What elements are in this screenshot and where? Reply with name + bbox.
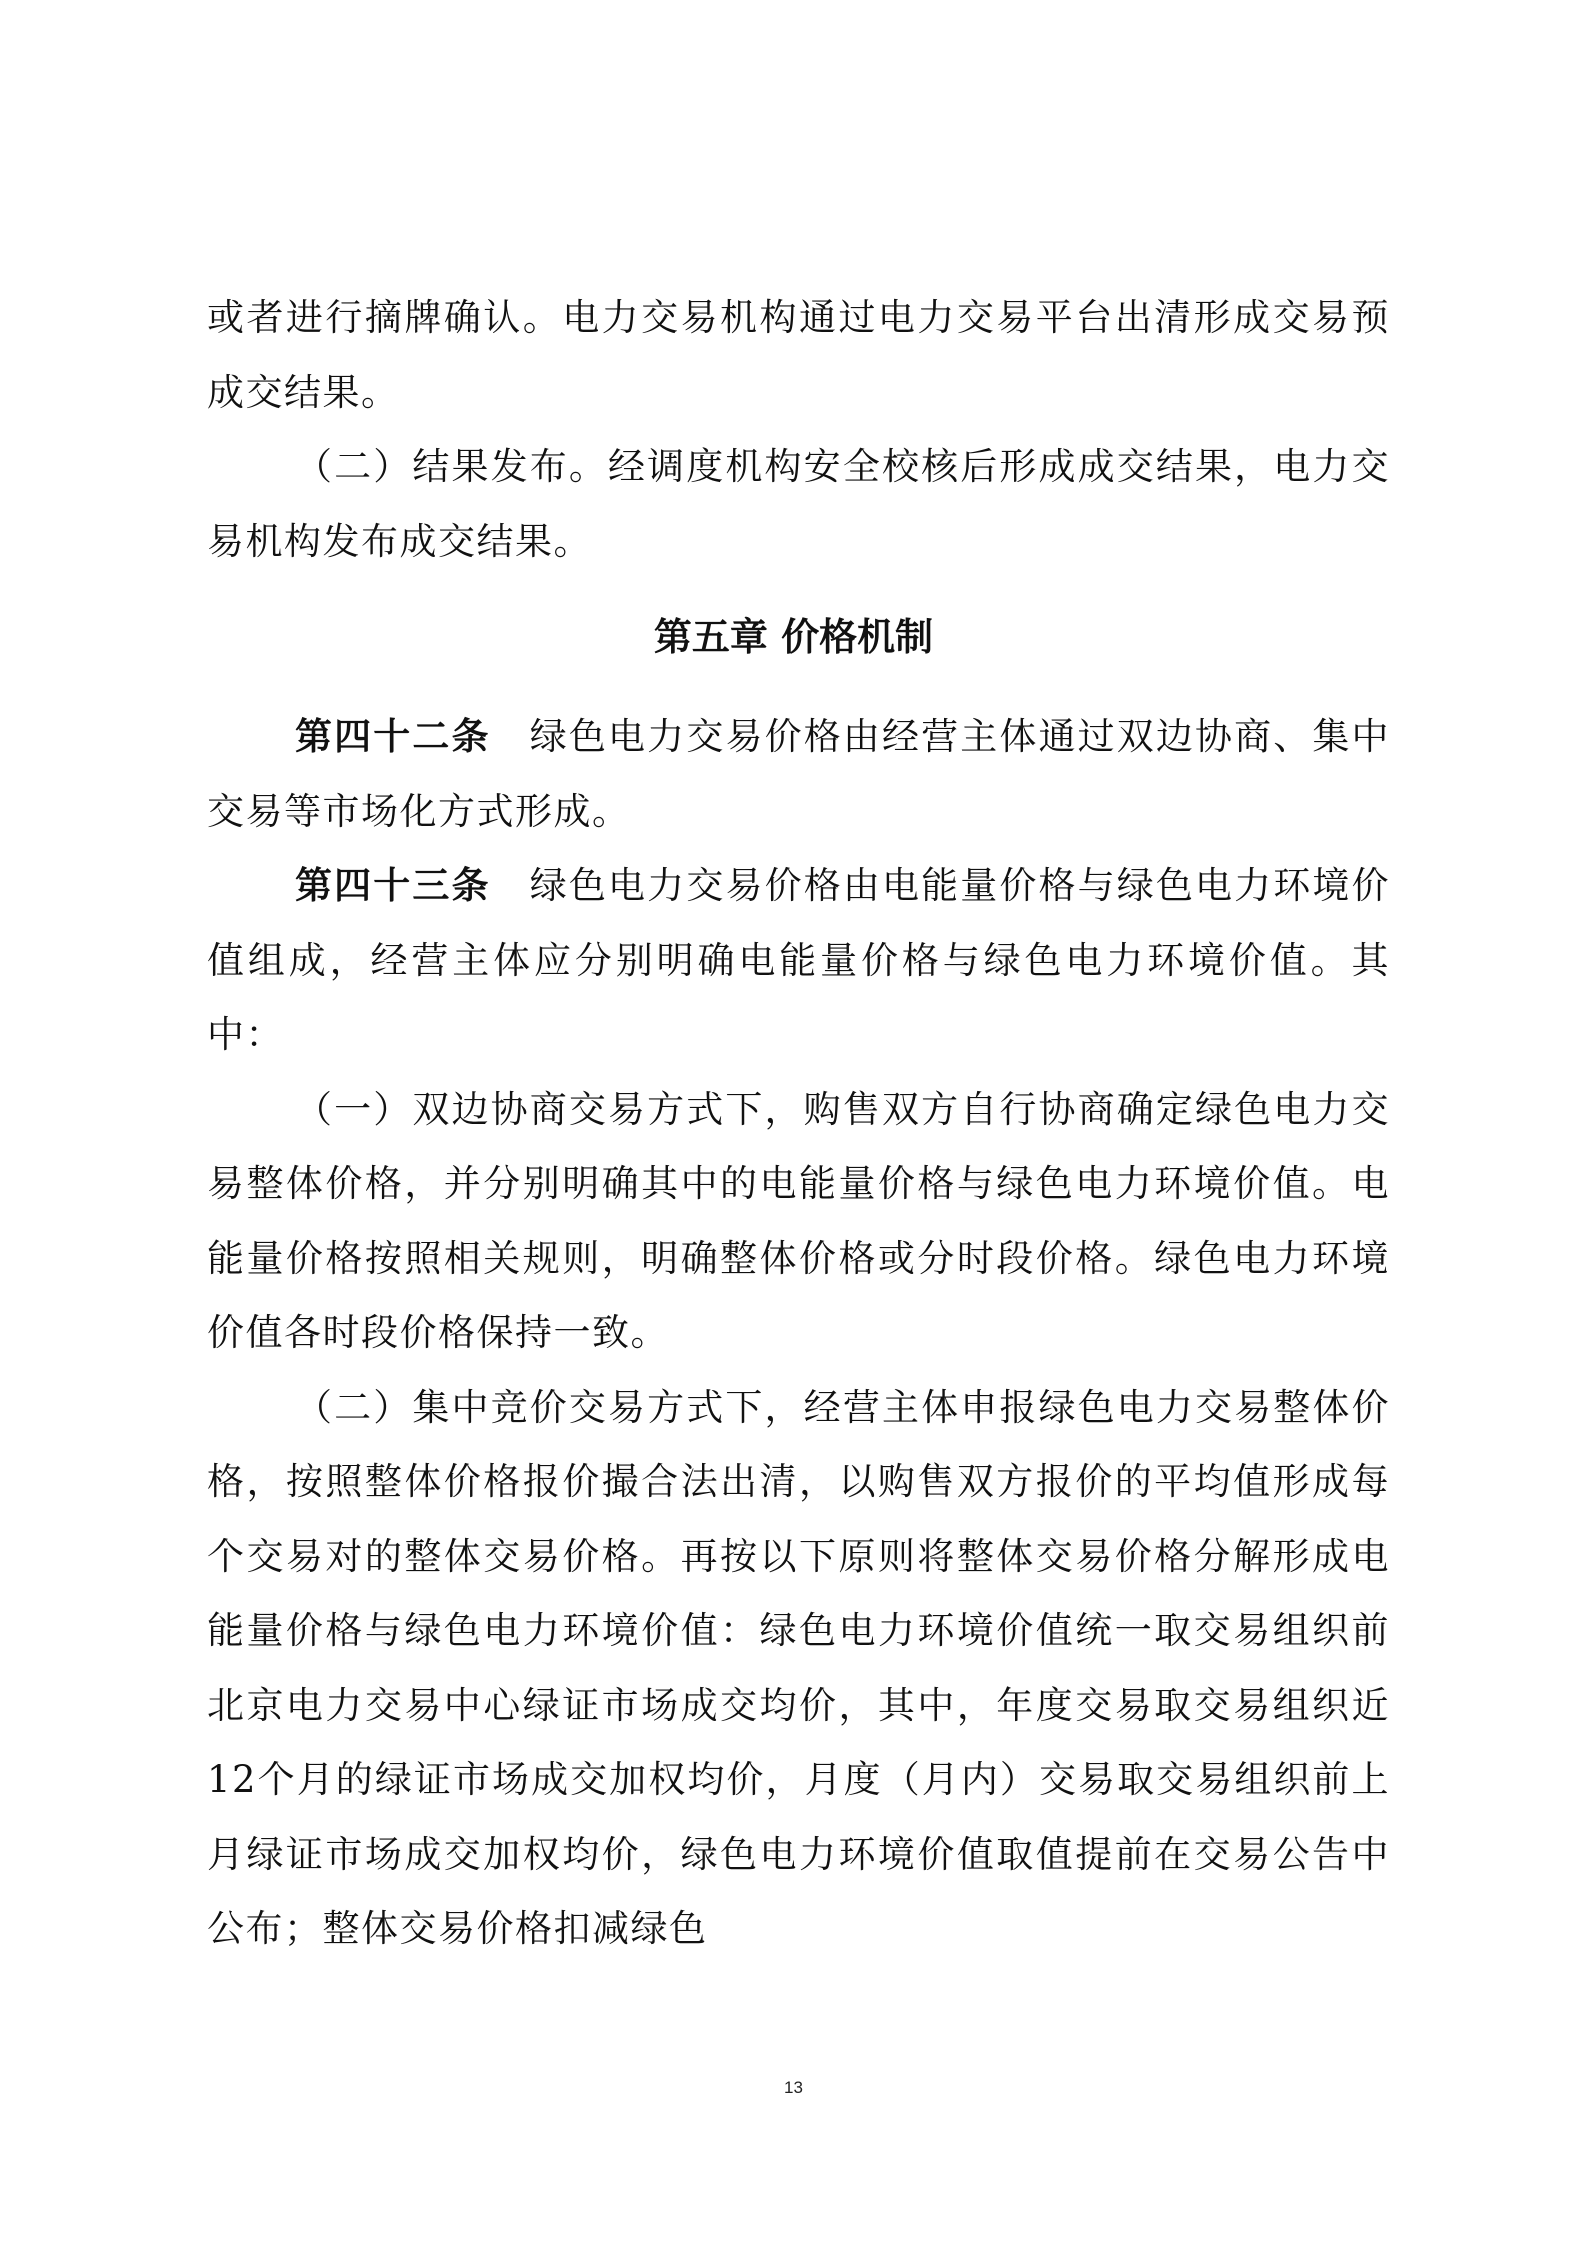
article-43-item-2: （二）集中竞价交易方式下，经营主体申报绿色电力交易整体价格，按照整体价格报价撮合法出清，以购售双方报价的平均值形成每个交易对的整体交易价格。再按以下原则将整体交易价格分解形成电能量价格与绿色电力环境价值：绿色电力环境价值统一取交易组织前北京电力交易中心绿证市场成交均价，其中，年度交易取交易组织近12个月的绿证市场成交加权均价，月度（月内）交易取交易组织前上月绿证市场成交加权均价，绿色电力环境价值取值提前在交易公告中公布；整体交易价格扣减绿色 — [207, 1385, 1390, 1950]
section-articles — [207, 700, 1390, 1967]
article-43 — [207, 849, 1390, 1073]
article-43-item-1: （一）双边协商交易方式下，购售双方自行协商确定绿色电力交易整体价格，并分别明确其中的电能量价格与绿色电力环境价值。电能量价格按照相关规则，明确整体价格或分时段价格。绿色电力环境价值各时段价格保持一致。 — [207, 1087, 1390, 1354]
article-43-label: 第四十三条 — [295, 864, 491, 907]
page-number: 13 — [784, 2078, 803, 2097]
article-42-text: 绿色电力交易价格由经营主体通过双边协商、集中交易等市场化方式形成。 — [207, 715, 1391, 833]
result-publish-paragraph: （二）结果发布。经调度机构安全校核后形成成交结果，电力交易机构发布成交结果。 — [207, 445, 1390, 563]
chapter-title: 第五章 价格机制 — [653, 615, 934, 659]
section-top — [207, 281, 1390, 579]
article-42 — [207, 700, 1390, 849]
continuation-paragraph: 或者进行摘牌确认。电力交易机构通过电力交易平台出清形成交易预成交结果。 — [207, 296, 1390, 414]
article-43-text: 绿色电力交易价格由电能量价格与绿色电力环境价值组成，经营主体应分别明确电能量价格与绿色电力环境价值。其中： — [207, 864, 1391, 1056]
article-42-label: 第四十二条 — [295, 715, 491, 758]
